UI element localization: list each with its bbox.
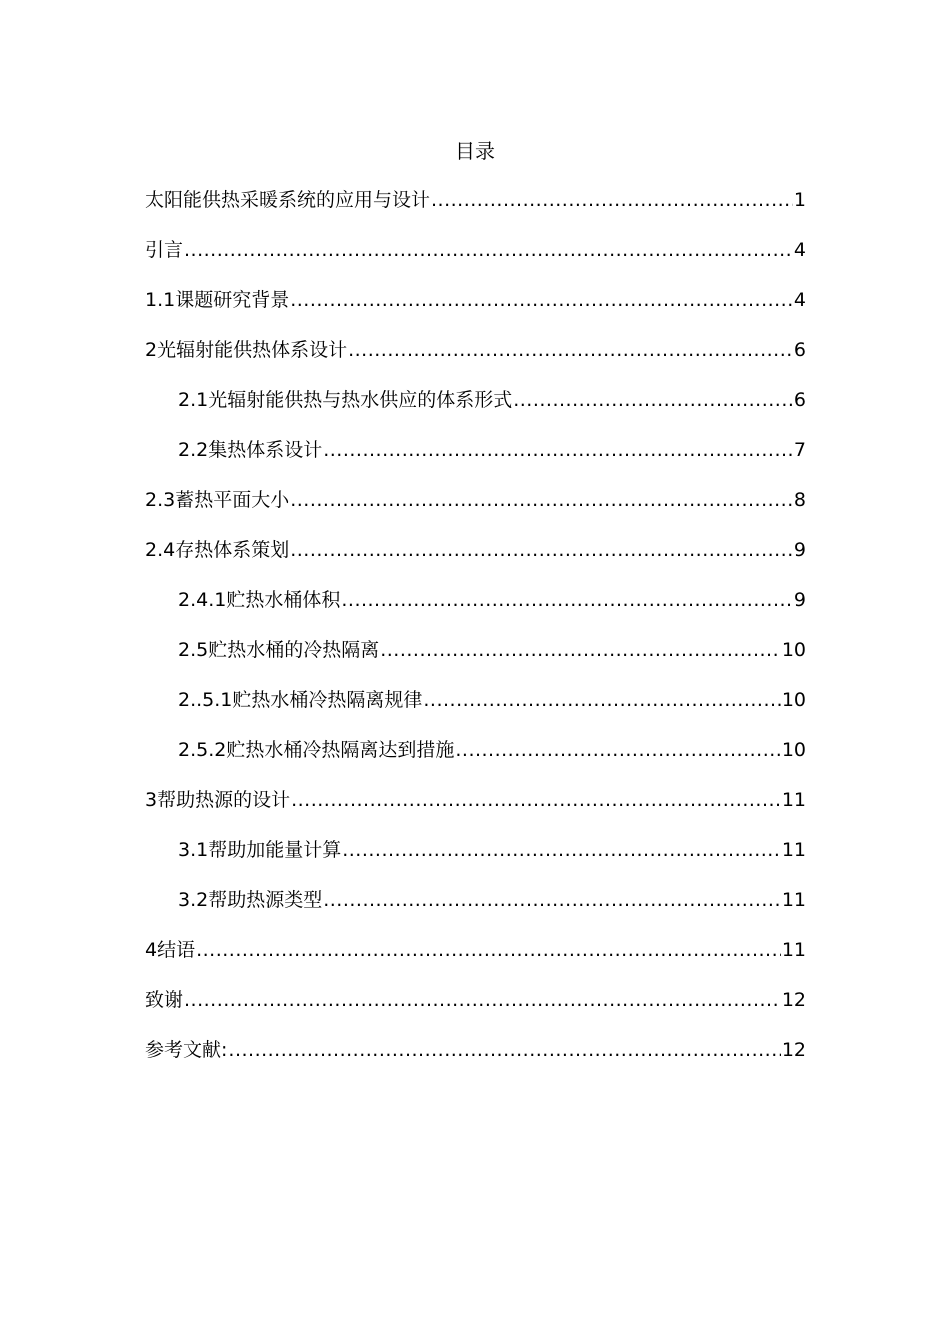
toc-entry-label: 3.1帮助加能量计算 — [178, 839, 342, 861]
toc-entry-page-number: 11 — [781, 789, 806, 811]
toc-entry-label: 2..5.1贮热水桶冷热隔离规律 — [178, 689, 423, 711]
toc-entry-label: 致谢 — [145, 989, 184, 1011]
toc-dot-leader — [196, 936, 781, 964]
toc-entry-page-number: 10 — [781, 689, 806, 711]
toc-dot-leader — [423, 686, 780, 714]
toc-entry-page-number: 11 — [781, 939, 806, 961]
toc-entry[interactable] — [145, 836, 806, 886]
toc-entry-page-number: 10 — [781, 739, 806, 761]
toc-entry-label: 2.2集热体系设计 — [178, 439, 323, 461]
toc-entry-label: 4结语 — [145, 939, 196, 961]
toc-entry[interactable] — [145, 336, 806, 386]
toc-title: 目录 — [455, 139, 495, 163]
toc-entry-label: 2.4.1贮热水桶体积 — [178, 589, 341, 611]
toc-dot-leader — [228, 1036, 780, 1064]
toc-entry[interactable] — [145, 686, 806, 736]
toc-entry[interactable] — [145, 186, 806, 236]
toc-dot-leader — [323, 886, 781, 914]
toc-dot-leader — [291, 786, 781, 814]
toc-entry[interactable] — [145, 536, 806, 586]
toc-dot-leader — [431, 186, 793, 214]
toc-entry[interactable] — [145, 586, 806, 636]
toc-entry-page-number: 6 — [793, 389, 806, 411]
toc-entry-page-number: 12 — [781, 989, 806, 1011]
toc-entry-label: 3帮助热源的设计 — [145, 789, 291, 811]
toc-entry-page-number: 8 — [793, 489, 806, 511]
toc-entry-label: 1.1课题研究背景 — [145, 289, 290, 311]
toc-dot-leader — [455, 736, 780, 764]
toc-entry[interactable] — [145, 636, 806, 686]
toc-entry-label: 2.4存热体系策划 — [145, 539, 290, 561]
toc-entry[interactable] — [145, 436, 806, 486]
toc-dot-leader — [342, 836, 781, 864]
toc-entry-page-number: 6 — [793, 339, 806, 361]
toc-dot-leader — [348, 336, 793, 364]
toc-dot-leader — [341, 586, 793, 614]
toc-entry-label: 太阳能供热采暖系统的应用与设计 — [145, 189, 431, 211]
toc-entry[interactable] — [145, 986, 806, 1036]
toc-entry-page-number: 12 — [781, 1039, 806, 1061]
toc-list — [145, 186, 806, 1086]
toc-entry[interactable] — [145, 1036, 806, 1086]
toc-entry[interactable] — [145, 736, 806, 786]
toc-entry[interactable] — [145, 286, 806, 336]
toc-entry-label: 2.5.2贮热水桶冷热隔离达到措施 — [178, 739, 455, 761]
toc-entry[interactable] — [145, 786, 806, 836]
toc-dot-leader — [290, 486, 793, 514]
toc-entry[interactable] — [145, 236, 806, 286]
toc-entry-label: 3.2帮助热源类型 — [178, 889, 323, 911]
toc-entry[interactable] — [145, 886, 806, 936]
toc-dot-leader — [290, 536, 793, 564]
toc-entry-label: 参考文献: — [145, 1039, 228, 1061]
toc-dot-leader — [184, 986, 781, 1014]
toc-entry-page-number: 4 — [793, 289, 806, 311]
toc-entry-label: 引言 — [145, 239, 184, 261]
toc-entry-page-number: 11 — [781, 839, 806, 861]
toc-entry-label: 2光辐射能供热体系设计 — [145, 339, 348, 361]
toc-entry-page-number: 4 — [793, 239, 806, 261]
toc-dot-leader — [184, 236, 793, 264]
toc-dot-leader — [290, 286, 793, 314]
toc-dot-leader — [513, 386, 793, 414]
toc-entry-label: 2.1光辐射能供热与热水供应的体系形式 — [178, 389, 513, 411]
toc-entry[interactable] — [145, 486, 806, 536]
toc-entry-page-number: 1 — [793, 189, 806, 211]
toc-entry-label: 2.5贮热水桶的冷热隔离 — [178, 639, 380, 661]
toc-dot-leader — [380, 636, 781, 664]
toc-entry[interactable] — [145, 936, 806, 986]
toc-dot-leader — [323, 436, 793, 464]
toc-entry-label: 2.3蓄热平面大小 — [145, 489, 290, 511]
toc-entry-page-number: 7 — [793, 439, 806, 461]
toc-entry[interactable] — [145, 386, 806, 436]
toc-entry-page-number: 10 — [781, 639, 806, 661]
toc-entry-page-number: 11 — [781, 889, 806, 911]
toc-entry-page-number: 9 — [793, 539, 806, 561]
toc-entry-page-number: 9 — [793, 589, 806, 611]
